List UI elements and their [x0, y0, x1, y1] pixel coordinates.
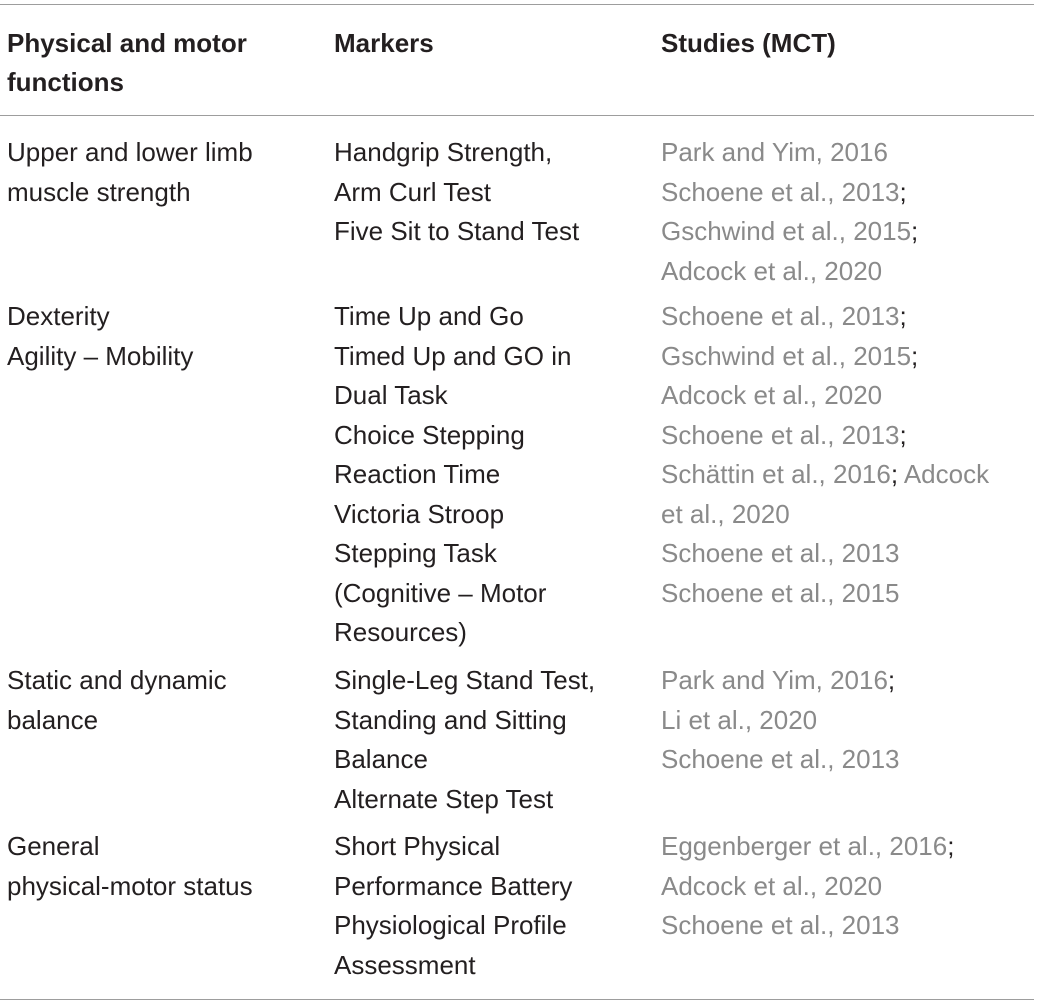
table-row-studies — [661, 827, 954, 946]
header-rule — [0, 115, 1034, 116]
citation: Schoene et al., 2013; — [661, 301, 907, 331]
citation: Gschwind et al., 2015; — [661, 216, 919, 246]
citation: Gschwind et al., 2015; — [661, 340, 919, 371]
table-row-markers: Single-Leg Stand Test, Standing and Sitting Balance Alternate Step Test — [334, 665, 596, 814]
citation: Eggenberger et al., 2016; — [661, 831, 955, 861]
table-row-studies — [661, 661, 900, 780]
citation: Adcock et al., 2020 — [661, 380, 883, 410]
table-row-function: Static and dynamic balance — [7, 665, 227, 735]
citation: Schoene et al., 2013 — [661, 538, 900, 568]
citation: et al., 2020 — [661, 498, 790, 529]
table-row-markers: Time Up and Go Timed Up and GO in Dual Task Choice Stepping Reaction Time Victoria Stroop Stepping Task (Cognitive – Motor Resources) — [334, 301, 572, 647]
table-row-function: Upper and lower limb muscle strength — [7, 137, 253, 207]
header-studies: Studies (MCT) — [661, 28, 836, 58]
citation: Adcock et al., 2020 — [661, 255, 883, 286]
citation: Schoene et al., 2013 — [661, 744, 900, 774]
citation: Schoene et al., 2013; — [661, 176, 907, 207]
header-physical-motor-functions: Physical and motor functions — [7, 28, 247, 97]
citation: Schoene et al., 2013; — [661, 419, 907, 450]
citation: Park and Yim, 2016 — [661, 137, 888, 167]
table-row-studies — [661, 297, 989, 613]
citation: Adcock et al., 2020 — [661, 870, 883, 901]
citation: Schättin et al., 2016; Adcock — [661, 459, 990, 489]
table-bottom-rule — [0, 999, 1034, 1000]
citation: Li et al., 2020 — [661, 704, 818, 735]
table-top-rule — [0, 4, 1034, 5]
header-markers: Markers — [334, 28, 434, 58]
citation: Schoene et al., 2013 — [661, 910, 900, 940]
table-row-function: Dexterity Agility – Mobility — [7, 301, 194, 371]
citation: Park and Yim, 2016; — [661, 665, 896, 695]
table-row-markers: Handgrip Strength, Arm Curl Test Five Sit to Stand Test — [334, 137, 580, 246]
table-row-function: General physical-motor status — [7, 831, 253, 901]
table-row-markers: Short Physical Performance Battery Physiological Profile Assessment — [334, 831, 573, 980]
citation: Schoene et al., 2015 — [661, 577, 900, 608]
table-row-studies — [661, 133, 918, 291]
